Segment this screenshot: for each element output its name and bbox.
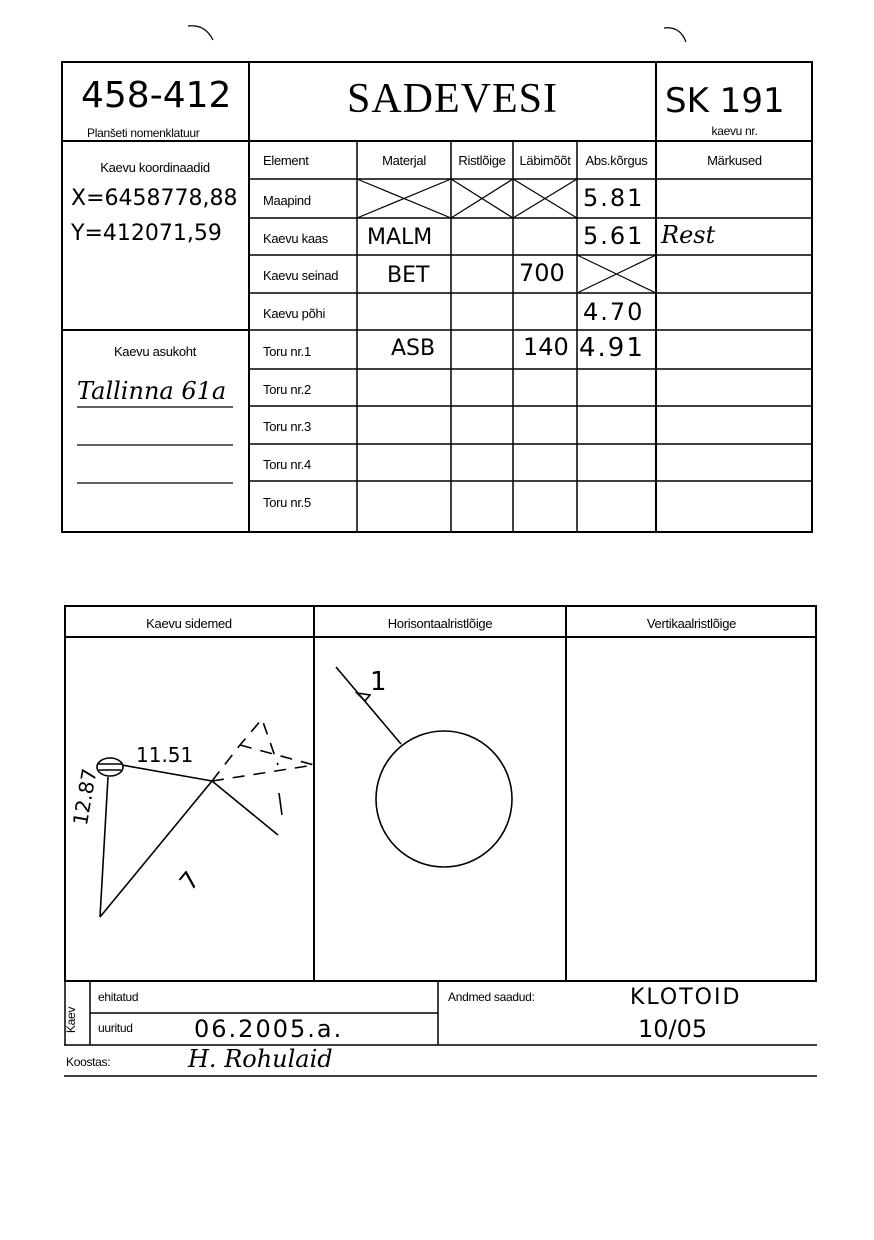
materjal-value: MALM: [367, 225, 433, 250]
location-lines: [77, 407, 233, 483]
coordinate-y: Y=412071,59: [71, 221, 222, 246]
built-label: ehitatud: [98, 990, 139, 1004]
data-date-value: 10/05: [638, 1015, 708, 1043]
section-connections: Kaevu sidemed: [146, 616, 232, 631]
col-header-markused: Märkused: [707, 153, 762, 168]
data-source-value: KLOTOID: [630, 985, 742, 1010]
row-element-label: Toru nr.4: [263, 457, 311, 472]
distance-top-label: 11.51: [136, 743, 194, 767]
abs-korgus-value: 5.81: [583, 184, 645, 212]
col-header-ristloige: Ristlõige: [458, 153, 506, 168]
horizontal-section-sketch: [336, 667, 512, 867]
sketch-card: [64, 605, 817, 1077]
col-header-materjal: Materjal: [382, 153, 426, 168]
row-element-label: Toru nr.3: [263, 419, 311, 434]
section-vertical: Vertikaalristlõige: [646, 616, 737, 631]
section-horizontal: Horisontaalristlõige: [387, 616, 493, 631]
col-header-abs-korgus: Abs.kõrgus: [585, 153, 648, 168]
compiled-value: H. Rohulaid: [188, 1045, 333, 1073]
markused-value: Rest: [661, 221, 716, 249]
materjal-value: ASB: [391, 336, 436, 361]
updated-label: uuritud: [98, 1021, 133, 1035]
labimoot-value: 140: [523, 333, 569, 361]
well-card: [61, 61, 813, 533]
compiled-label: Koostas:: [66, 1055, 111, 1069]
location-label: Kaevu asukoht: [113, 344, 197, 359]
data-source-label: Andmed saadud:: [448, 990, 535, 1004]
well-number-value: SK 191: [665, 81, 785, 121]
row-element-label: Maapind: [263, 193, 311, 208]
row-element-label: Kaevu põhi: [263, 306, 326, 321]
materjal-value: BET: [387, 263, 430, 288]
footer-side-label: Kaev: [64, 1006, 79, 1034]
row-element-label: Kaevu kaas: [263, 231, 328, 246]
row-element-label: Toru nr.5: [263, 495, 311, 510]
well-number-label: kaevu nr.: [711, 124, 758, 138]
abs-korgus-value: 4.70: [583, 298, 645, 326]
abs-korgus-value: 4.91: [579, 333, 645, 363]
coordinates-label: Kaevu koordinaadid: [100, 160, 210, 175]
row-element-label: Toru nr.1: [263, 344, 311, 359]
nomenclature-value: 458-412: [81, 75, 232, 116]
pipe-number-label: 1: [370, 667, 387, 697]
col-header-labimoot: Läbimõõt: [519, 153, 571, 168]
row-element-label: Toru nr.2: [263, 382, 311, 397]
labimoot-value: 700: [519, 259, 565, 287]
nomenclature-label: Planšeti nomenklatuur: [87, 126, 200, 140]
location-value: Tallinna 61a: [77, 377, 227, 405]
distance-left-label: 12.87: [68, 766, 102, 828]
connections-sketch: [97, 719, 314, 917]
updated-value: 06.2005.a.: [194, 1015, 344, 1043]
abs-korgus-value: 5.61: [583, 222, 645, 250]
coordinate-x: X=6458778,88: [71, 186, 238, 211]
row-element-label: Kaevu seinad: [263, 268, 339, 283]
page-title: SADEVESI: [346, 76, 558, 122]
distance-diag-label: 7: [174, 866, 206, 896]
col-header-element: Element: [263, 153, 309, 168]
